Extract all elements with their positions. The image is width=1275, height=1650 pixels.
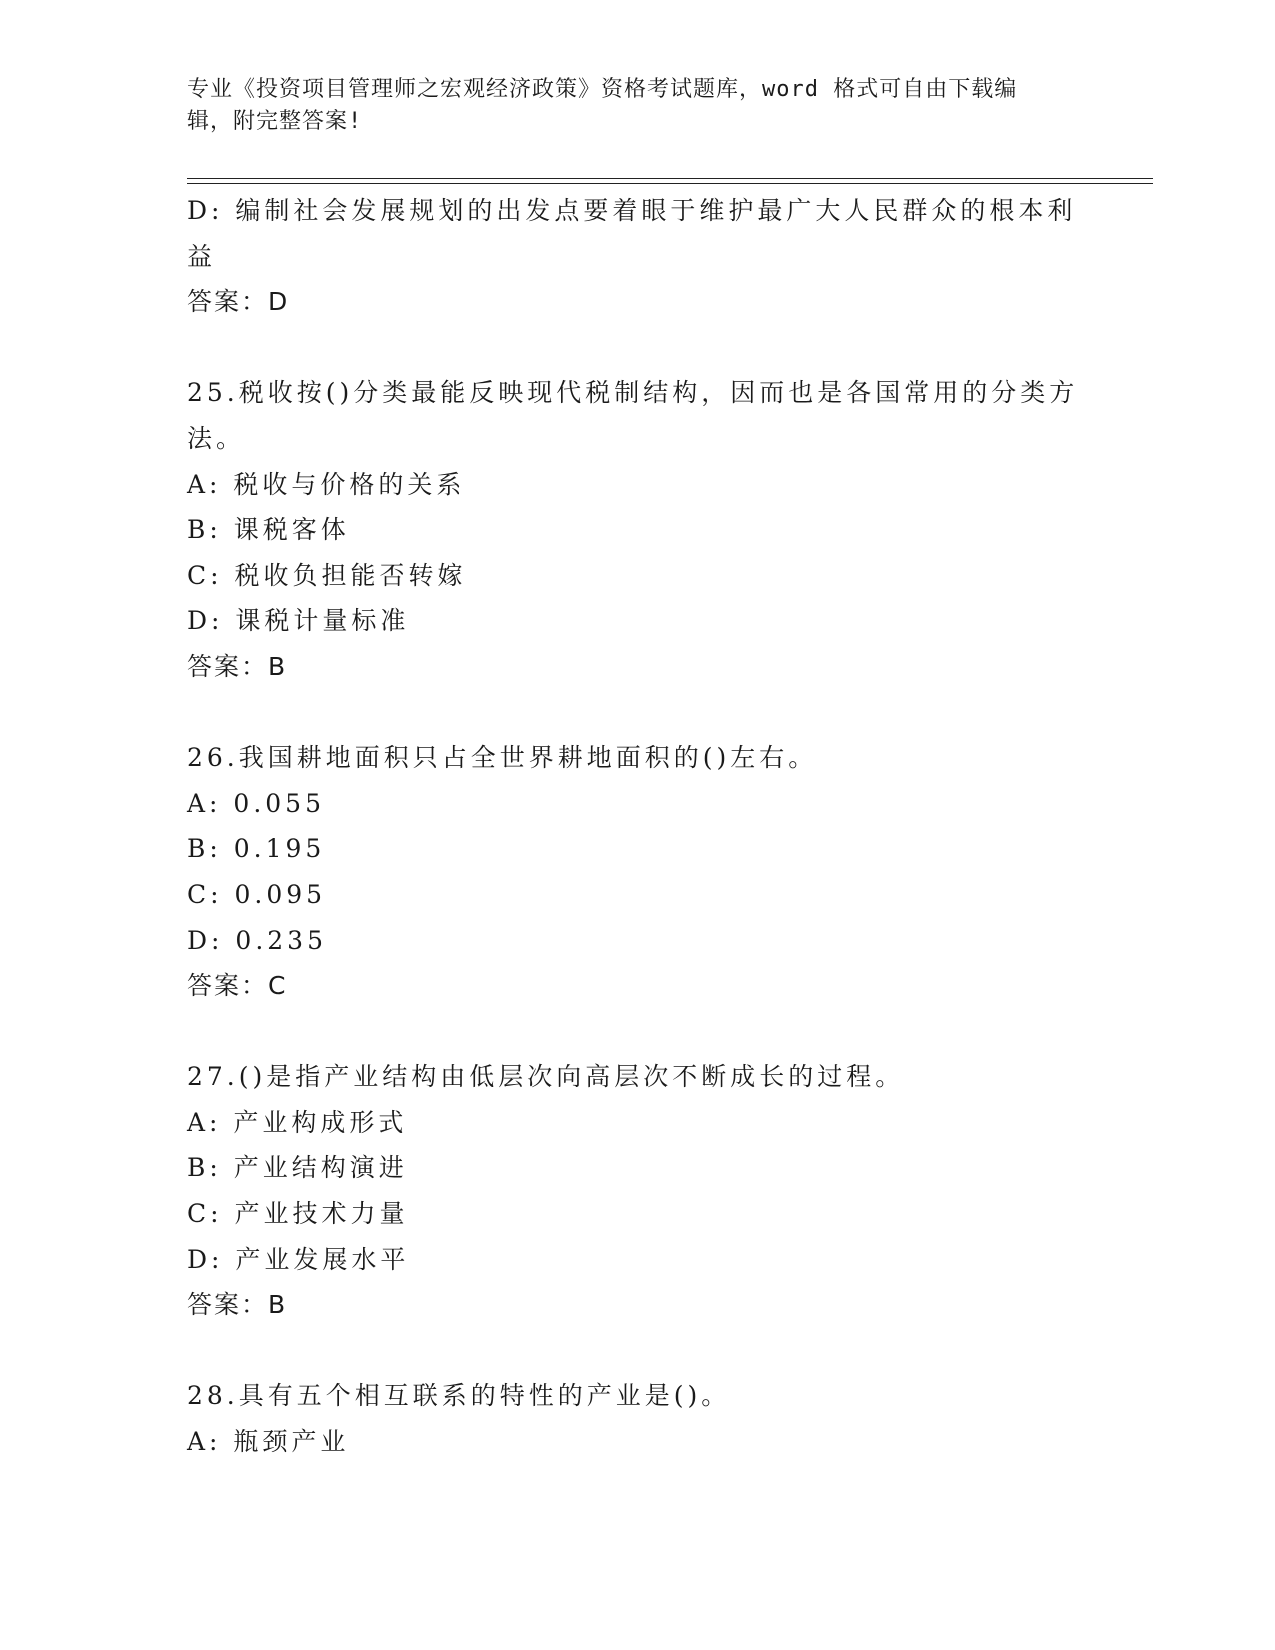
previous-question-tail (187, 188, 1087, 325)
answer-line: 答案：B (187, 651, 288, 681)
question-28 (187, 1373, 1087, 1464)
option-d: D: 产业发展水平 (187, 1244, 410, 1274)
question-stem-continued: 法。 (187, 423, 246, 453)
question-list (187, 188, 1087, 1465)
question-stem: 27.()是指产业结构由低层次向高层次不断成长的过程。 (187, 1062, 905, 1092)
option-b: B: 0.195 (187, 834, 326, 864)
question-spacer (187, 1328, 1087, 1374)
answer-line: 答案：B (187, 1290, 288, 1320)
question-stem: 26.我国耕地面积只占全世界耕地面积的()左右。 (187, 743, 818, 773)
question-27 (187, 1054, 1087, 1328)
option-d: D: 编制社会发展规划的出发点要着眼于维护最广大人民群众的根本利 (187, 196, 1077, 225)
question-spacer (187, 690, 1087, 736)
option-d-continued: 益 (187, 241, 217, 271)
option-a: A: 0.055 (187, 788, 325, 818)
document-header (187, 74, 1067, 138)
header-line-1: 专业《投资项目管理师之宏观经济政策》资格考试题库，word 格式可自由下载编 (187, 77, 1018, 102)
option-c: C: 0.095 (187, 879, 327, 909)
question-spacer (187, 1009, 1087, 1055)
header-divider-bottom (187, 183, 1153, 184)
option-d: D: 0.235 (187, 925, 327, 955)
option-b: B: 课税客体 (187, 515, 350, 545)
option-b: B: 产业结构演进 (187, 1153, 408, 1183)
option-a: A: 产业构成形式 (187, 1107, 408, 1137)
header-line-2: 辑，附完整答案! (187, 109, 363, 134)
header-divider-top (187, 178, 1153, 179)
option-a: A: 瓶颈产业 (187, 1427, 350, 1457)
answer-line: 答案：D (187, 287, 290, 317)
question-stem: 28.具有五个相互联系的特性的产业是()。 (187, 1381, 731, 1411)
option-c: C: 产业技术力量 (187, 1199, 409, 1229)
option-a: A: 税收与价格的关系 (187, 469, 466, 499)
question-spacer (187, 325, 1087, 371)
option-d: D: 课税计量标准 (187, 606, 410, 636)
option-c: C: 税收负担能否转嫁 (187, 560, 467, 590)
answer-line: 答案：C (187, 971, 288, 1001)
question-stem: 25.税收按()分类最能反映现代税制结构，因而也是各国常用的分类方 (187, 378, 1079, 408)
question-25 (187, 370, 1087, 689)
question-26 (187, 735, 1087, 1009)
